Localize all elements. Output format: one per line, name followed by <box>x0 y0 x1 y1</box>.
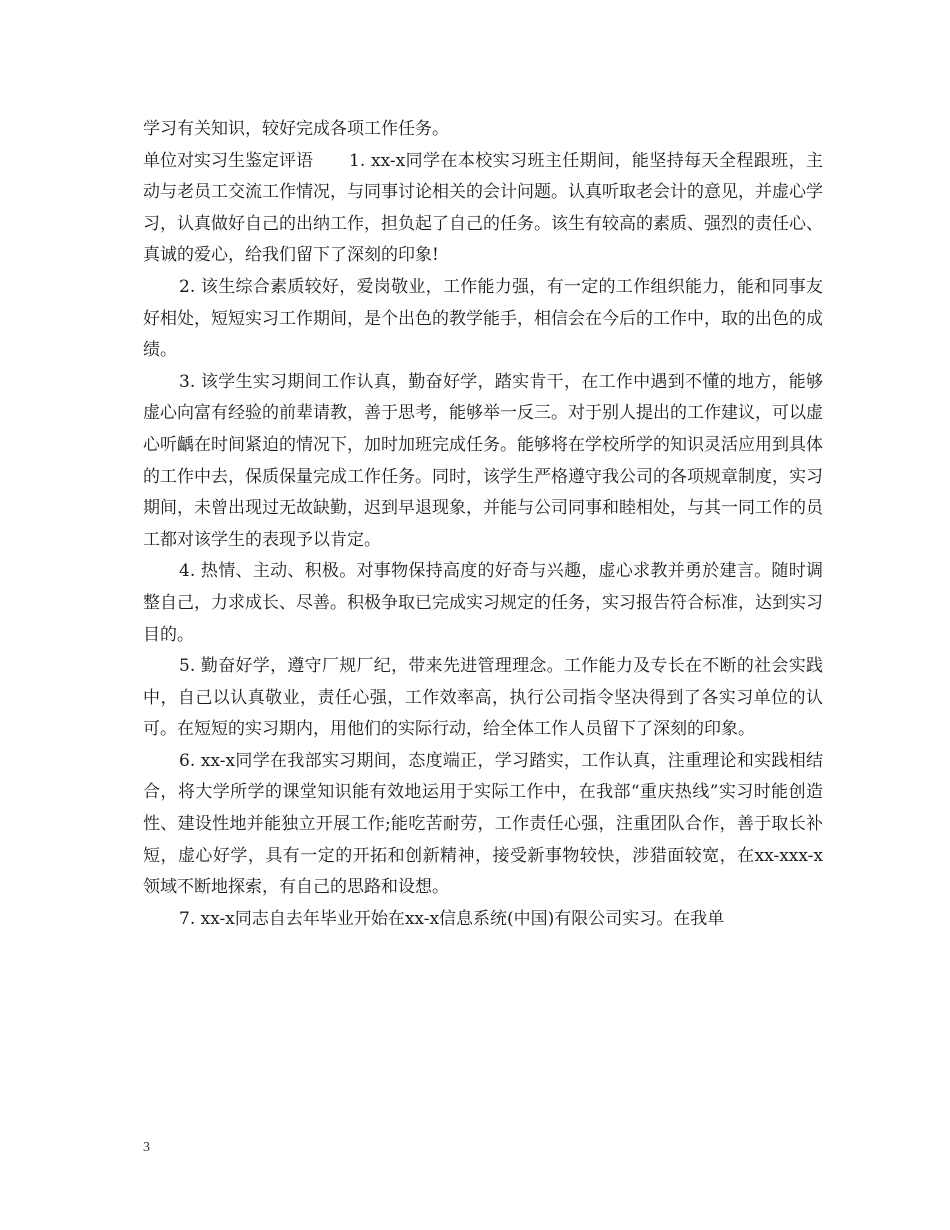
paragraph-2: 2. 该生综合素质较好，爱岗敬业，工作能力强，有一定的工作组织能力，能和同事友好相处，短短实习工作期间，是个出色的教学能手，相信会在今后的工作中，取的出色的成绩。 <box>143 276 823 361</box>
document-body <box>143 114 823 935</box>
paragraph-1-text: 1. xx-x同学在本校实习班主任期间，能坚持每天全程跟班，主动与老员工交流工作情况，与同事讨论相关的会计问题。认真听取老会计的意见，并虚心学习，认真做好自己的出纳工作，担负起了自己的任务。该生有较高的素质、强烈的责任心、真诚的爱心，给我们留下了深刻的印象! <box>143 150 823 266</box>
paragraph-5: 5. 勤奋好学，遵守厂规厂纪，带来先进管理理念。工作能力及专长在不断的社会实践中，自己以认真敬业，责任心强，工作效率高，执行公司指令坚决得到了各实习单位的认可。在短短的实习期内，用他们的实际行动，给全体工作人员留下了深刻的印象。 <box>143 656 823 740</box>
paragraph-7: 7. xx-x同志自去年毕业开始在xx-x信息系统(中国)有限公司实习。在我单 <box>179 908 725 929</box>
paragraph-3: 3. 该学生实习期间工作认真，勤奋好学，踏实肯干，在工作中遇到不懂的地方，能够虚心向富有经验的前辈请教，善于思考，能够举一反三。对于别人提出的工作建议，可以虚心听齲在时间紧迫的情况下，加时加班完成任务。能够将在学校所学的知识灵活应用到具体的工作中去，保质保量完成工作任务。同时，该学生严格遵守我公司的各项规章制度，实习期间，未曾出现过无故缺勤，迟到早退现象，并能与公司同事和睦相处，与其一同工作的员工都对该学生的表现予以肯定。 <box>143 371 823 550</box>
section-paragraph-1 <box>143 146 823 272</box>
section-heading: 单位对实习生鉴定评语 <box>143 150 313 171</box>
paragraph-6: 6. xx-x同学在我部实习期间，态度端正，学习踏实，工作认真，注重理论和实践相结合，将大学所学的课堂知识能有效地运用于实际工作中，在我部“重庆热线”实习时能创造性、建设性地并能独立开展工作;能吃苦耐劳，工作责任心强，注重团队合作，善于取长补短，虚心好学，具有一定的开拓和创新精神，接受新事物较快，涉猎面较宽，在xx-xxx-x领域不断地探索，有自己的思路和设想。 <box>143 750 823 898</box>
intro-line: 学习有关知识，较好完成各项工作任务。 <box>143 119 449 139</box>
paragraph-4: 4. 热情、主动、积极。对事物保持高度的好奇与兴趣，虚心求教并勇於建言。随时调整自己，力求成长、尽善。积极争取已完成实习规定的任务，实习报告符合标准，达到实习目的。 <box>143 561 823 645</box>
page-number: 3 <box>143 1140 150 1155</box>
